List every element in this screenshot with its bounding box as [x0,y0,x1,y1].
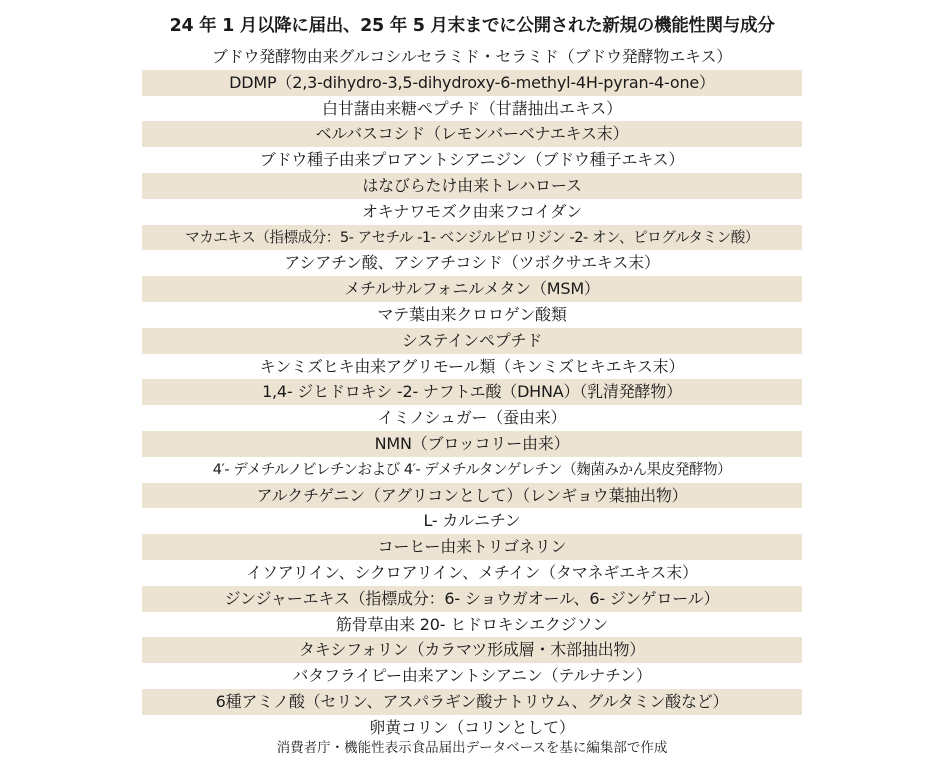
table-row: 4′- デメチルノビレチンおよび 4′- デメチルタンゲレチン（麹菌みかん果皮発酵物） [142,457,802,483]
table-row: ブドウ発酵物由来グルコシルセラミド・セラミド（ブドウ発酵物エキス） [142,44,802,70]
table-row: ジンジャーエキス（指標成分：6- ショウガオール、6- ジンゲロール） [142,586,802,612]
table-row: L- カルニチン [142,508,802,534]
ingredient-table [142,44,802,741]
table-row: バタフライピー由来アントシアニン（テルナチン） [142,663,802,689]
table-row: コーヒー由来トリゴネリン [142,534,802,560]
table-row: キンミズヒキ由来アグリモール類（キンミズヒキエキス末） [142,354,802,380]
table-row: マカエキス（指標成分：5- アセチル -1- ベンジルピロリジン -2- オン、ピログルタミン酸） [142,225,802,251]
table-row: NMN（ブロッコリー由来） [142,431,802,457]
table-row: はなびらたけ由来トレハロース [142,173,802,199]
table-row: 卵黄コリン（コリンとして） [142,715,802,741]
table-row: オキナワモズク由来フコイダン [142,199,802,225]
table-row: イミノシュガー（蚕由来） [142,405,802,431]
table-row: メチルサルフォニルメタン（MSM） [142,276,802,302]
table-title: 24 年 1 月以降に届出、25 年 5 月末までに公開された新規の機能性関与成分 [169,16,775,36]
table-row: ベルバスコシド（レモンバーベナエキス末） [142,121,802,147]
source-note: 消費者庁・機能性表示食品届出データベースを基に編集部で作成 [276,740,668,756]
table-row: システインペプチド [142,328,802,354]
table-row: イソアリイン、シクロアリイン、メチイン（タマネギエキス末） [142,560,802,586]
table-row: 6種アミノ酸（セリン、アスパラギン酸ナトリウム、グルタミン酸など） [142,689,802,715]
table-row: アシアチン酸、アシアチコシド（ツボクサエキス末） [142,250,802,276]
table-row: アルクチゲニン（アグリコンとして）（レンギョウ葉抽出物） [142,483,802,509]
table-row: マテ葉由来クロロゲン酸類 [142,302,802,328]
table-row: 1,4- ジヒドロキシ -2- ナフトエ酸（DHNA）（乳清発酵物） [142,379,802,405]
table-row: 筋骨草由来 20- ヒドロキシエクジソン [142,612,802,638]
table-row: ブドウ種子由来プロアントシアニジン（ブドウ種子エキス） [142,147,802,173]
table-row: DDMP（2,3-dihydro-3,5-dihydroxy-6-methyl-4H-pyran-4-one） [142,70,802,96]
table-row: 白甘藷由来糖ペプチド（甘藷抽出エキス） [142,96,802,122]
table-row: タキシフォリン（カラマツ形成層・木部抽出物） [142,637,802,663]
